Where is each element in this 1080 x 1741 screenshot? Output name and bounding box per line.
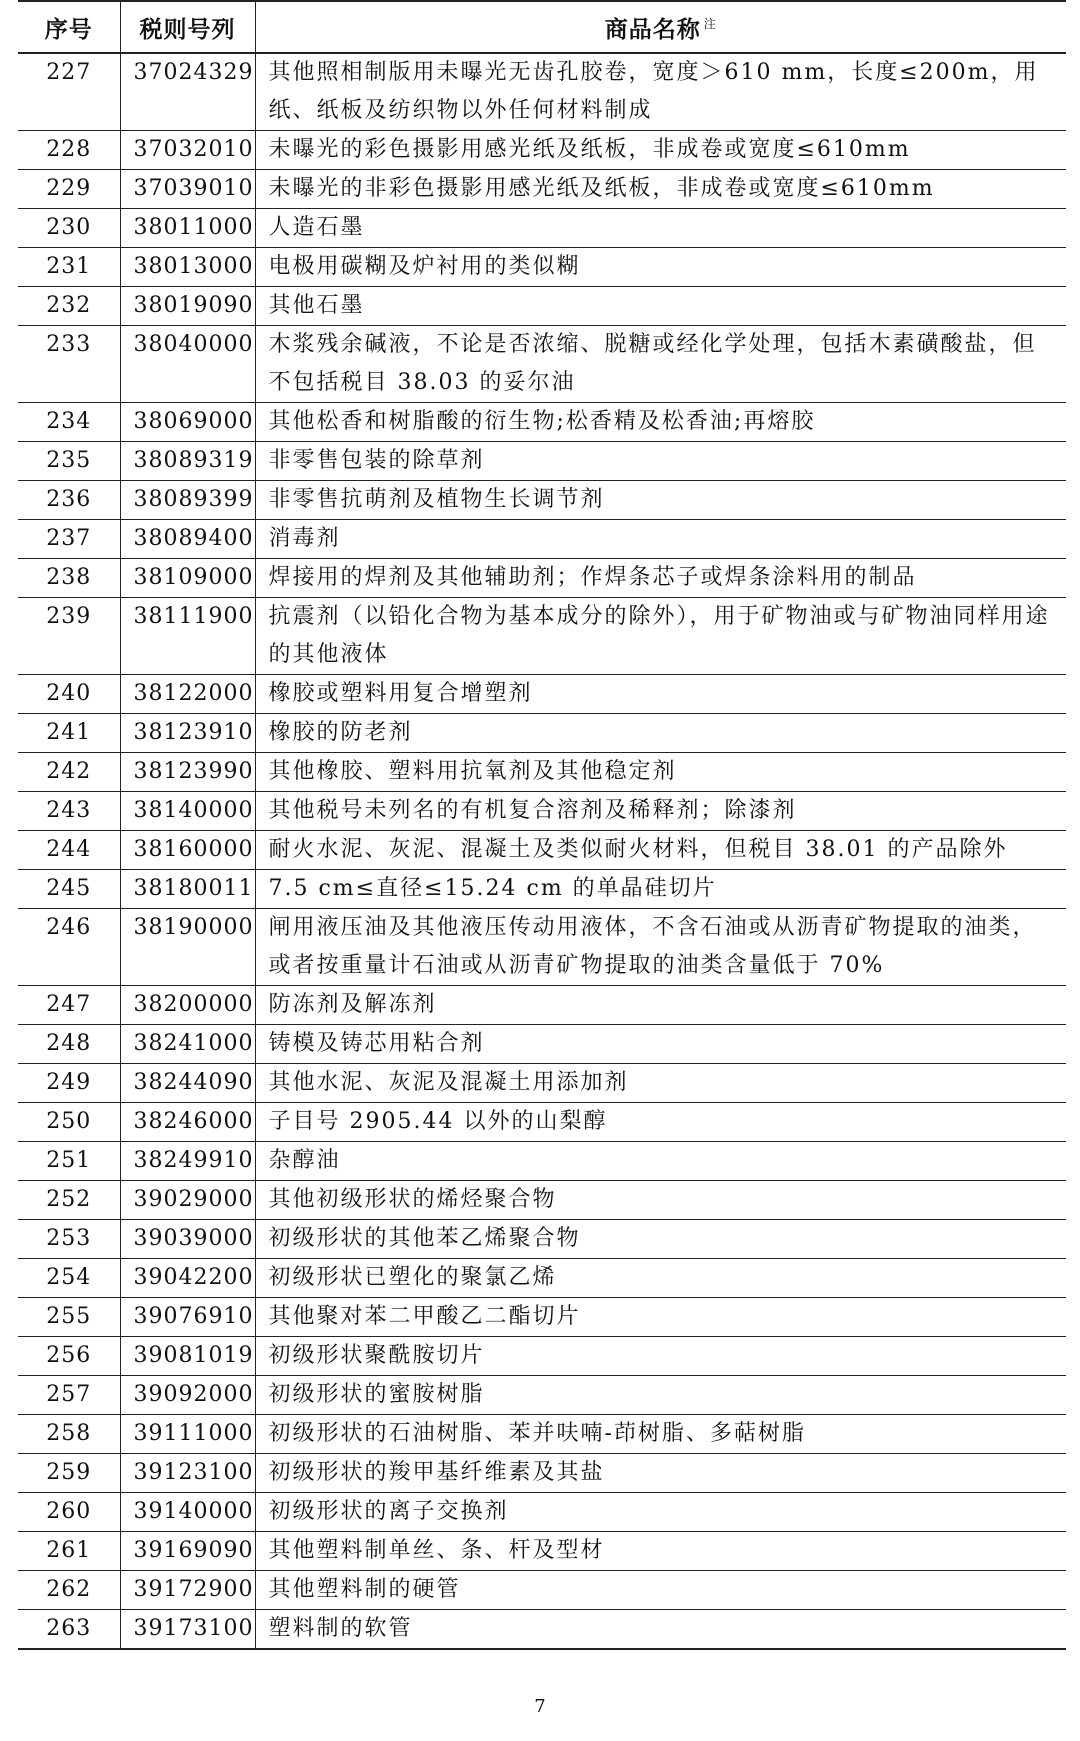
- table-row: [18, 1103, 1066, 1142]
- table-row: [18, 520, 1066, 559]
- table-row: [18, 1376, 1066, 1415]
- table-row: [18, 442, 1066, 481]
- table-row: [18, 1142, 1066, 1181]
- row-code: 38180011: [120, 870, 255, 909]
- table-row: [18, 1181, 1066, 1220]
- row-code: 39092000: [120, 1376, 255, 1415]
- row-seq: 246: [18, 909, 120, 986]
- row-seq: 256: [18, 1337, 120, 1376]
- row-seq: 227: [18, 53, 120, 131]
- row-code: 37032010: [120, 131, 255, 170]
- table-row: [18, 1454, 1066, 1493]
- table-row: [18, 1220, 1066, 1259]
- document-page: [18, 0, 1066, 1650]
- row-code: 38019090: [120, 287, 255, 326]
- row-seq: 261: [18, 1532, 120, 1571]
- row-name: 橡胶或塑料用复合增塑剂: [255, 675, 1066, 714]
- table-row: [18, 248, 1066, 287]
- row-seq: 243: [18, 792, 120, 831]
- row-name: 初级形状的其他苯乙烯聚合物: [255, 1220, 1066, 1259]
- table-row: [18, 1532, 1066, 1571]
- header-name-note: 注: [703, 16, 717, 31]
- table-header-row: [18, 1, 1066, 53]
- row-seq: 238: [18, 559, 120, 598]
- row-seq: 229: [18, 170, 120, 209]
- row-seq: 255: [18, 1298, 120, 1337]
- row-name: 铸模及铸芯用粘合剂: [255, 1025, 1066, 1064]
- table-body: [18, 53, 1066, 1649]
- row-code: 39081019: [120, 1337, 255, 1376]
- row-name: 其他税号未列名的有机复合溶剂及稀释剂；除漆剂: [255, 792, 1066, 831]
- row-name: 焊接用的焊剂及其他辅助剂；作焊条芯子或焊条涂料用的制品: [255, 559, 1066, 598]
- table-row: [18, 53, 1066, 131]
- table-row: [18, 675, 1066, 714]
- row-seq: 248: [18, 1025, 120, 1064]
- row-code: 38109000: [120, 559, 255, 598]
- table-row: [18, 559, 1066, 598]
- row-seq: 258: [18, 1415, 120, 1454]
- table-row: [18, 986, 1066, 1025]
- row-name: 人造石墨: [255, 209, 1066, 248]
- table-row: [18, 209, 1066, 248]
- row-name: 其他石墨: [255, 287, 1066, 326]
- table-row: [18, 1259, 1066, 1298]
- row-code: 38123910: [120, 714, 255, 753]
- row-name: 其他聚对苯二甲酸乙二酯切片: [255, 1298, 1066, 1337]
- row-code: 38140000: [120, 792, 255, 831]
- row-name: 非零售抗萌剂及植物生长调节剂: [255, 481, 1066, 520]
- row-seq: 263: [18, 1610, 120, 1650]
- row-code: 38122000: [120, 675, 255, 714]
- row-name: 其他水泥、灰泥及混凝土用添加剂: [255, 1064, 1066, 1103]
- row-name: 未曝光的非彩色摄影用感光纸及纸板，非成卷或宽度≤610mm: [255, 170, 1066, 209]
- row-seq: 262: [18, 1571, 120, 1610]
- row-name: 其他松香和树脂酸的衍生物;松香精及松香油;再熔胶: [255, 403, 1066, 442]
- row-code: 38040000: [120, 326, 255, 403]
- row-seq: 239: [18, 598, 120, 675]
- row-seq: 253: [18, 1220, 120, 1259]
- row-code: 38190000: [120, 909, 255, 986]
- row-seq: 247: [18, 986, 120, 1025]
- table-row: [18, 1064, 1066, 1103]
- tariff-table: [18, 0, 1066, 1650]
- row-name: 耐火水泥、灰泥、混凝土及类似耐火材料，但税目 38.01 的产品除外: [255, 831, 1066, 870]
- header-seq: 序号: [18, 1, 120, 53]
- header-name: [255, 1, 1066, 53]
- row-seq: 236: [18, 481, 120, 520]
- row-code: 39123100: [120, 1454, 255, 1493]
- table-row: [18, 131, 1066, 170]
- row-name: 初级形状的羧甲基纤维素及其盐: [255, 1454, 1066, 1493]
- row-name: 闸用液压油及其他液压传动用液体，不含石油或从沥青矿物提取的油类，或者按重量计石油或从沥青矿物提取的油类含量低于 70%: [255, 909, 1066, 986]
- row-name: 初级形状的蜜胺树脂: [255, 1376, 1066, 1415]
- row-seq: 233: [18, 326, 120, 403]
- table-row: [18, 870, 1066, 909]
- row-seq: 249: [18, 1064, 120, 1103]
- row-code: 38013000: [120, 248, 255, 287]
- row-name: 子目号 2905.44 以外的山梨醇: [255, 1103, 1066, 1142]
- row-seq: 237: [18, 520, 120, 559]
- table-row: [18, 714, 1066, 753]
- row-seq: 242: [18, 753, 120, 792]
- row-code: 39140000: [120, 1493, 255, 1532]
- row-seq: 257: [18, 1376, 120, 1415]
- row-code: 39169090: [120, 1532, 255, 1571]
- row-code: 38069000: [120, 403, 255, 442]
- row-name: 7.5 cm≤直径≤15.24 cm 的单晶硅切片: [255, 870, 1066, 909]
- row-seq: 228: [18, 131, 120, 170]
- row-name: 其他橡胶、塑料用抗氧剂及其他稳定剂: [255, 753, 1066, 792]
- table-row: [18, 287, 1066, 326]
- row-code: 38244090: [120, 1064, 255, 1103]
- row-name: 抗震剂（以铅化合物为基本成分的除外），用于矿物油或与矿物油同样用途的其他液体: [255, 598, 1066, 675]
- table-row: [18, 1337, 1066, 1376]
- row-name: 其他初级形状的烯烃聚合物: [255, 1181, 1066, 1220]
- row-seq: 240: [18, 675, 120, 714]
- row-name: 初级形状的石油树脂、苯并呋喃-茚树脂、多萜树脂: [255, 1415, 1066, 1454]
- row-name: 其他塑料制单丝、条、杆及型材: [255, 1532, 1066, 1571]
- row-name: 塑料制的软管: [255, 1610, 1066, 1650]
- row-code: 38089400: [120, 520, 255, 559]
- table-row: [18, 831, 1066, 870]
- row-code: 38241000: [120, 1025, 255, 1064]
- row-code: 39042200: [120, 1259, 255, 1298]
- row-code: 38089319: [120, 442, 255, 481]
- row-seq: 234: [18, 403, 120, 442]
- row-name: 消毒剂: [255, 520, 1066, 559]
- table-row: [18, 403, 1066, 442]
- row-name: 防冻剂及解冻剂: [255, 986, 1066, 1025]
- row-seq: 231: [18, 248, 120, 287]
- row-seq: 232: [18, 287, 120, 326]
- table-row: [18, 170, 1066, 209]
- page-number: 7: [534, 1696, 546, 1717]
- table-row: [18, 1571, 1066, 1610]
- row-code: 37024329: [120, 53, 255, 131]
- row-name: 杂醇油: [255, 1142, 1066, 1181]
- row-seq: 245: [18, 870, 120, 909]
- row-code: 38160000: [120, 831, 255, 870]
- row-name: 初级形状聚酰胺切片: [255, 1337, 1066, 1376]
- table-row: [18, 909, 1066, 986]
- table-row: [18, 1493, 1066, 1532]
- row-seq: 241: [18, 714, 120, 753]
- row-name: 初级形状已塑化的聚氯乙烯: [255, 1259, 1066, 1298]
- row-code: 37039010: [120, 170, 255, 209]
- row-code: 39173100: [120, 1610, 255, 1650]
- row-name: 橡胶的防老剂: [255, 714, 1066, 753]
- row-code: 38123990: [120, 753, 255, 792]
- table-row: [18, 598, 1066, 675]
- row-seq: 259: [18, 1454, 120, 1493]
- row-name: 初级形状的离子交换剂: [255, 1493, 1066, 1532]
- row-seq: 250: [18, 1103, 120, 1142]
- row-code: 39111000: [120, 1415, 255, 1454]
- row-code: 39076910: [120, 1298, 255, 1337]
- header-code: 税则号列: [120, 1, 255, 53]
- row-code: 39172900: [120, 1571, 255, 1610]
- table-row: [18, 1415, 1066, 1454]
- table-row: [18, 1025, 1066, 1064]
- table-row: [18, 1610, 1066, 1650]
- header-name-label: 商品名称: [604, 16, 701, 43]
- row-code: 38246000: [120, 1103, 255, 1142]
- table-row: [18, 1298, 1066, 1337]
- row-code: 39029000: [120, 1181, 255, 1220]
- row-name: 未曝光的彩色摄影用感光纸及纸板，非成卷或宽度≤610mm: [255, 131, 1066, 170]
- table-row: [18, 792, 1066, 831]
- row-seq: 244: [18, 831, 120, 870]
- table-row: [18, 326, 1066, 403]
- row-code: 38089399: [120, 481, 255, 520]
- row-name: 其他塑料制的硬管: [255, 1571, 1066, 1610]
- row-name: 其他照相制版用未曝光无齿孔胶卷，宽度＞610 mm，长度≤200m，用纸、纸板及纺织物以外任何材料制成: [255, 53, 1066, 131]
- row-seq: 260: [18, 1493, 120, 1532]
- row-seq: 254: [18, 1259, 120, 1298]
- row-name: 非零售包装的除草剂: [255, 442, 1066, 481]
- row-code: 39039000: [120, 1220, 255, 1259]
- row-seq: 235: [18, 442, 120, 481]
- row-seq: 230: [18, 209, 120, 248]
- row-name: 电极用碳糊及炉衬用的类似糊: [255, 248, 1066, 287]
- row-code: 38200000: [120, 986, 255, 1025]
- row-name: 木浆残余碱液，不论是否浓缩、脱糖或经化学处理，包括木素磺酸盐，但不包括税目 38.03 的妥尔油: [255, 326, 1066, 403]
- row-seq: 251: [18, 1142, 120, 1181]
- row-seq: 252: [18, 1181, 120, 1220]
- row-code: 38249910: [120, 1142, 255, 1181]
- table-row: [18, 753, 1066, 792]
- table-row: [18, 481, 1066, 520]
- row-code: 38011000: [120, 209, 255, 248]
- row-code: 38111900: [120, 598, 255, 675]
